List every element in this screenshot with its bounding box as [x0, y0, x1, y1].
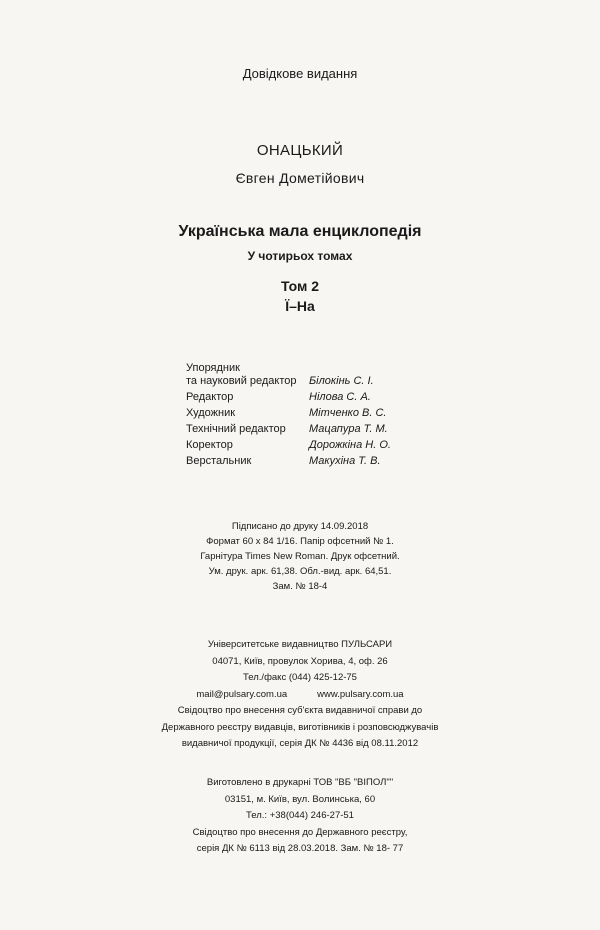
publisher-address: 04071, Київ, провулок Хорива, 4, оф. 26 [212, 655, 388, 667]
publisher-license-line: Свідоцтво про внесення суб'єкта видавничої справи до [177, 705, 423, 716]
staff-role: Упорядник [186, 362, 240, 374]
genre-label: Довідкове видання [242, 66, 358, 81]
staff-role: та науковий редактор [186, 375, 297, 387]
author-name: Євген Дометійович [235, 170, 365, 186]
staff-role: Художник [186, 407, 236, 419]
printer-info [0, 775, 600, 858]
print-info-line: Ум. друк. арк. 61,38. Обл.-вид. арк. 64,51. [208, 566, 392, 577]
staff-row [186, 405, 446, 421]
staff-person: Дорожкіна Н. О. [309, 439, 391, 451]
publisher-phone: Тел./факс (044) 425-12-75 [243, 672, 357, 683]
publisher-website: www.pulsary.com.ua [317, 688, 404, 700]
staff-role: Верстальник [186, 455, 252, 467]
book-subtitle: У чотирьох томах [247, 249, 353, 263]
staff-row [186, 437, 446, 453]
printer-license-line: серія ДК № 6113 від 28.03.2018. Зам. № 18- 77 [196, 843, 404, 854]
publisher-email: mail@pulsary.com.ua [196, 688, 288, 700]
printer-license-line: Свідоцтво про внесення до Державного реєстру, [192, 826, 408, 838]
print-info-line: Гарнітура Times New Roman. Друк офсетний. [200, 551, 400, 562]
printer-phone: Тел.: +38(044) 246-27-51 [246, 810, 354, 821]
printer-name: Виготовлено в друкарні ТОВ "ВБ "ВІПОЛ"" [206, 777, 394, 788]
staff-row [186, 360, 446, 373]
staff-row [186, 389, 446, 405]
staff-role: Коректор [186, 439, 233, 451]
publisher-name: Університетське видавництво ПУЛЬСАРИ [207, 639, 393, 650]
staff-row [186, 453, 446, 469]
book-title: Українська мала енциклопедія [178, 223, 422, 240]
author-surname: ОНАЦЬКИЙ [256, 142, 344, 159]
staff-list [186, 360, 446, 469]
staff-person: Нілова С. А. [309, 391, 371, 403]
print-info-line: Зам. № 18-4 [272, 581, 328, 592]
staff-row [186, 421, 446, 437]
volume-range: Ї–На [285, 298, 315, 314]
publisher-info [0, 637, 600, 753]
printer-address: 03151, м. Київ, вул. Волинська, 60 [224, 793, 376, 805]
staff-person: Мітченко В. С. [309, 407, 387, 419]
staff-role: Технічний редактор [186, 423, 286, 435]
staff-person: Мацапура Т. М. [309, 423, 388, 435]
staff-row [186, 373, 446, 389]
publisher-contacts [0, 687, 600, 704]
publisher-license-line: Державного реєстру видавців, виготівників і розповсюджувачів [161, 721, 439, 733]
staff-person: Білокінь С. І. [309, 375, 374, 387]
publisher-license-line: видавничої продукції, серія ДК № 4436 від 08.11.2012 [181, 738, 419, 749]
print-info-line: Підписано до друку 14.09.2018 [231, 521, 369, 532]
staff-role: Редактор [186, 391, 234, 403]
print-info-line: Формат 60 x 84 1/16. Папір офсетний № 1. [206, 536, 394, 547]
volume-number: Том 2 [280, 278, 320, 294]
print-info [0, 519, 600, 594]
staff-person: Макухіна Т. В. [309, 455, 381, 467]
